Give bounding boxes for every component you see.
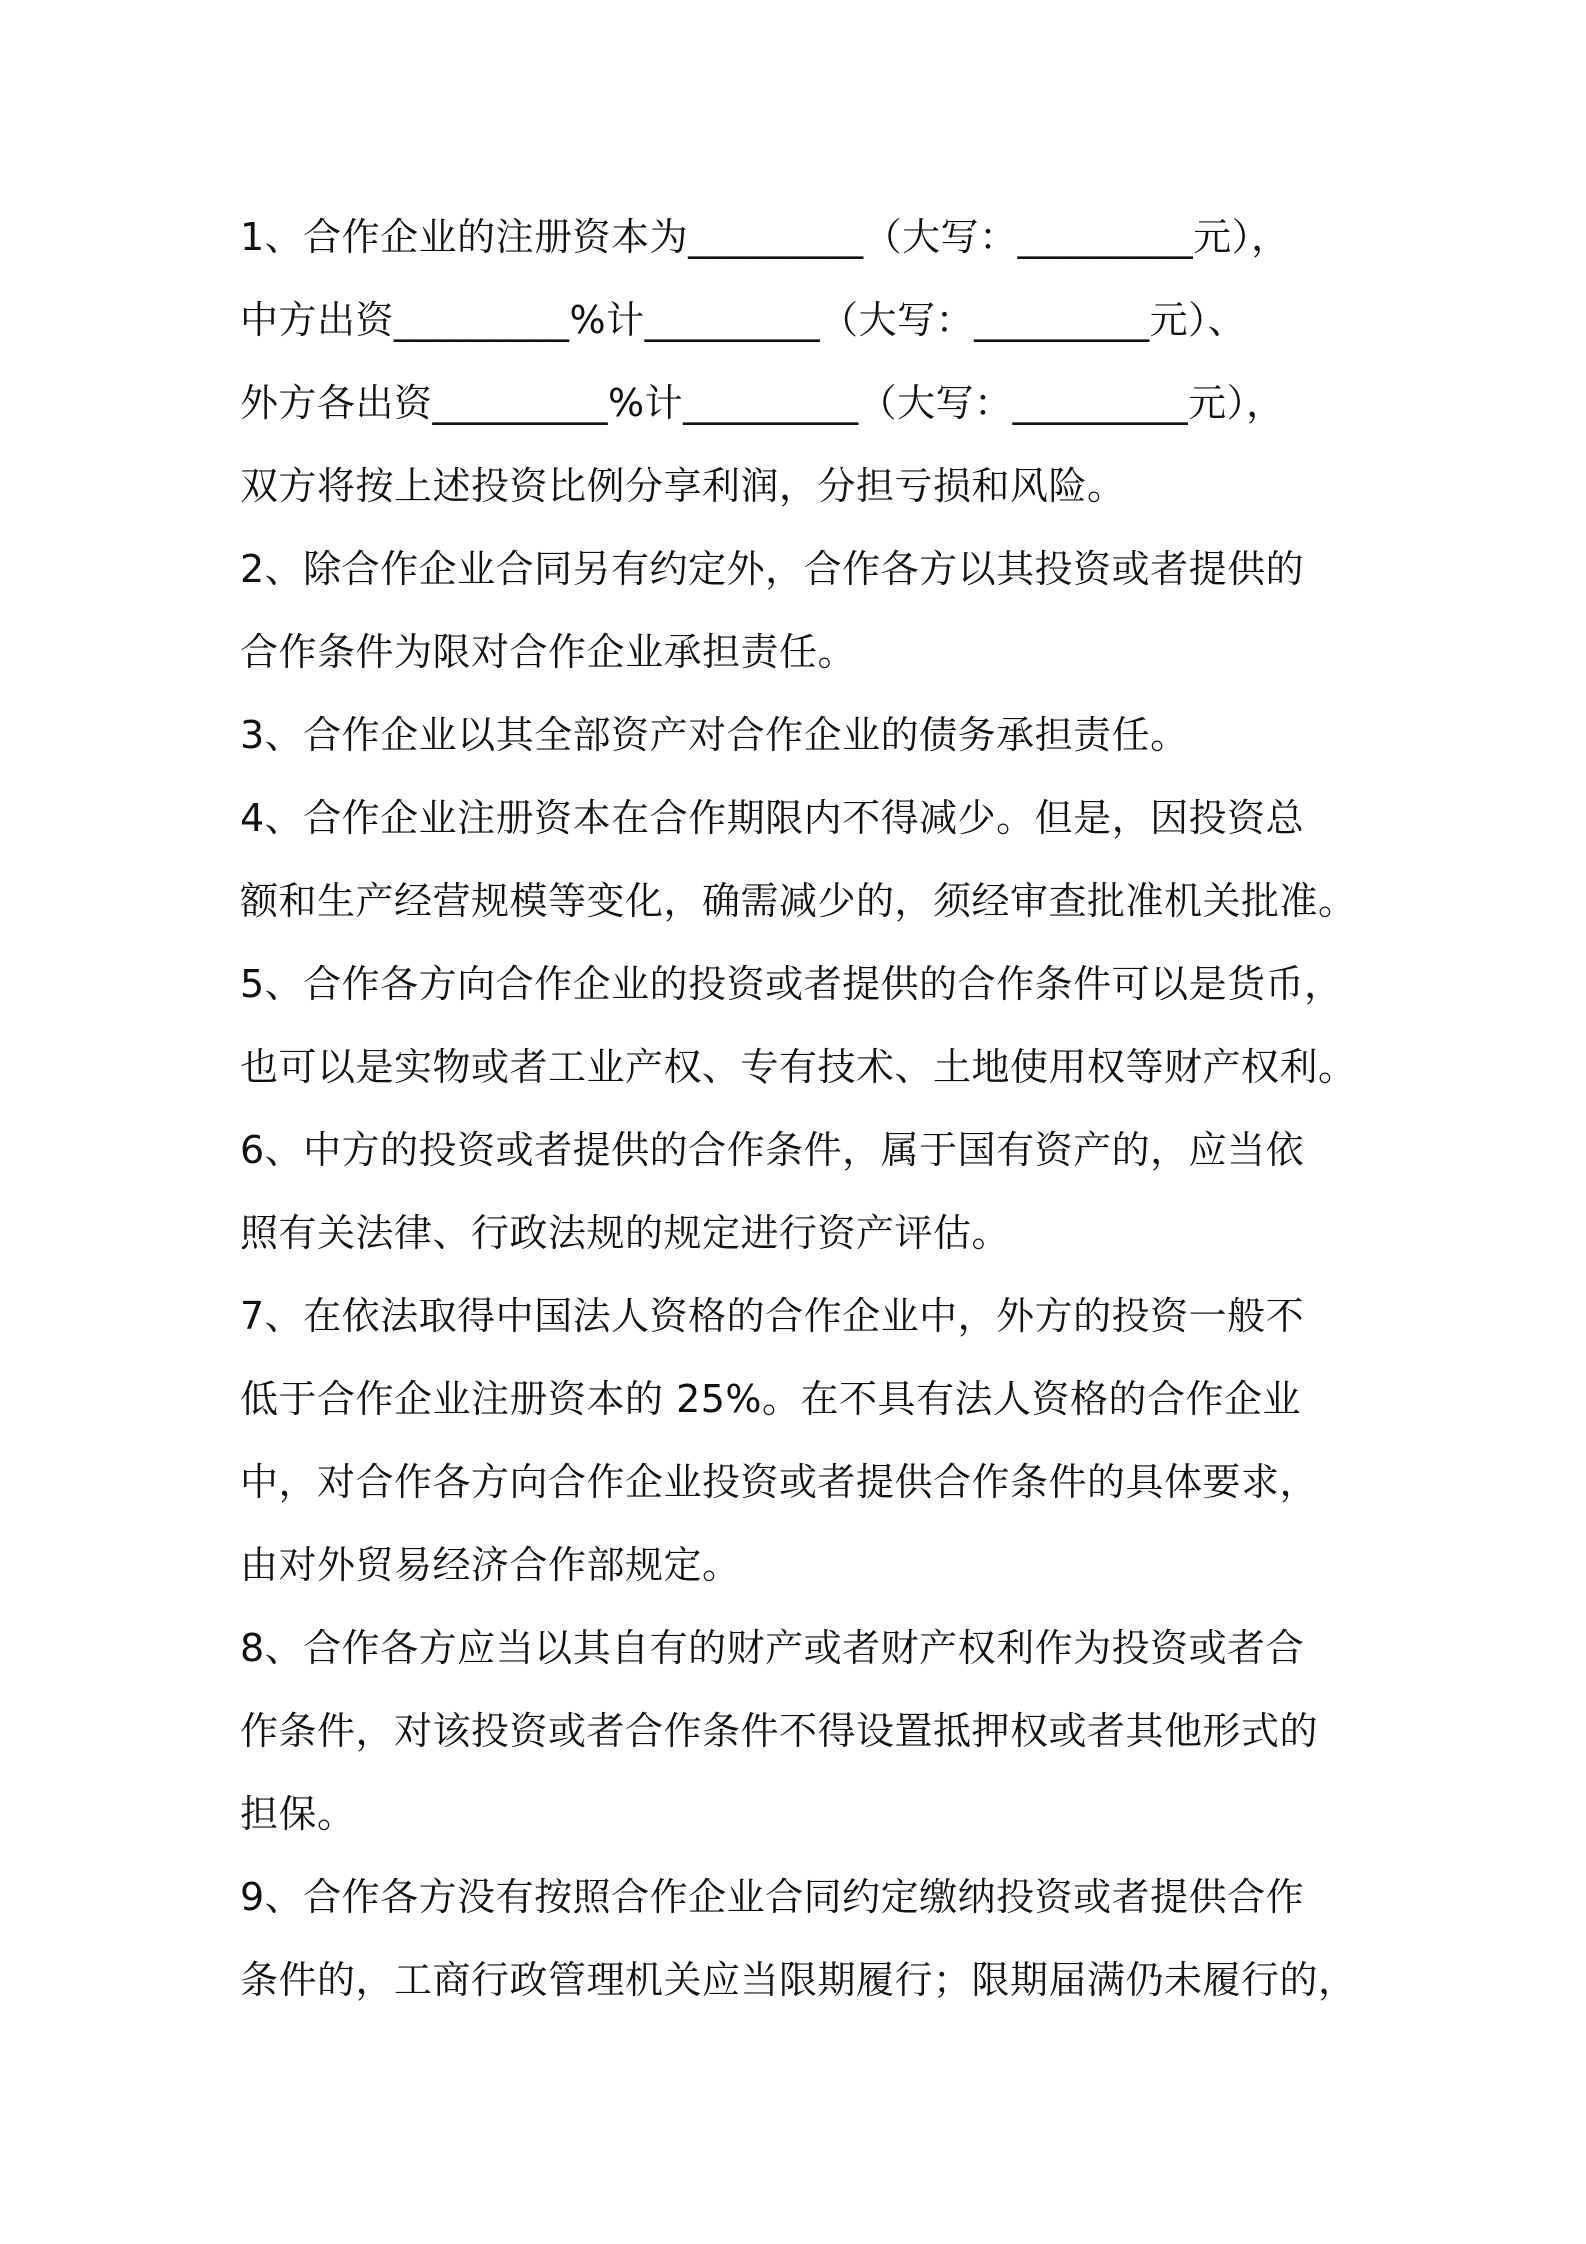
text-line: 1、合作企业的注册资本为_________（大写：_________元），: [240, 215, 1290, 259]
text-line: 由对外贸易经济合作部规定。: [240, 1543, 741, 1587]
text-line: 9、合作各方没有按照合作企业合同约定缴纳投资或者提供合作: [240, 1875, 1305, 1919]
text-line: 也可以是实物或者工业产权、专有技术、土地使用权等财产权利。: [240, 1045, 1357, 1089]
text-line: 5、合作各方向合作企业的投资或者提供的合作条件可以是货币，: [240, 962, 1343, 1006]
text-line: 6、中方的投资或者提供的合作条件，属于国有资产的，应当依: [240, 1128, 1305, 1172]
text-line: 4、合作企业注册资本在合作期限内不得减少。但是，因投资总: [240, 796, 1305, 840]
text-line: 担保。: [240, 1792, 356, 1836]
text-line: 条件的，工商行政管理机关应当限期履行；限期届满仍未履行的，: [240, 1958, 1357, 2002]
text-line: 2、除合作企业合同另有约定外，合作各方以其投资或者提供的: [240, 547, 1305, 591]
text-line: 中，对合作各方向合作企业投资或者提供合作条件的具体要求，: [240, 1460, 1319, 1504]
document-body: [240, 196, 1370, 2022]
text-line: 低于合作企业注册资本的 25%。在不具有法人资格的合作企业: [240, 1377, 1302, 1421]
text-line: 7、在依法取得中国法人资格的合作企业中，外方的投资一般不: [240, 1294, 1305, 1338]
text-line: 中方出资_________%计_________（大写：_________元）、: [240, 298, 1247, 342]
text-line: 合作条件为限对合作企业承担责任。: [240, 630, 857, 674]
text-line: 外方各出资_________%计_________（大写：_________元），: [240, 381, 1285, 425]
text-line: 额和生产经营规模等变化，确需减少的，须经审查批准机关批准。: [240, 879, 1357, 923]
text-line: 双方将按上述投资比例分享利润，分担亏损和风险。: [240, 464, 1126, 508]
text-line: 8、合作各方应当以其自有的财产或者财产权利作为投资或者合: [240, 1626, 1305, 1670]
text-line: 3、合作企业以其全部资产对合作企业的债务承担责任。: [240, 713, 1189, 757]
text-line: 照有关法律、行政法规的规定进行资产评估。: [240, 1211, 1011, 1255]
text-line: 作条件，对该投资或者合作条件不得设置抵押权或者其他形式的: [240, 1709, 1319, 1753]
